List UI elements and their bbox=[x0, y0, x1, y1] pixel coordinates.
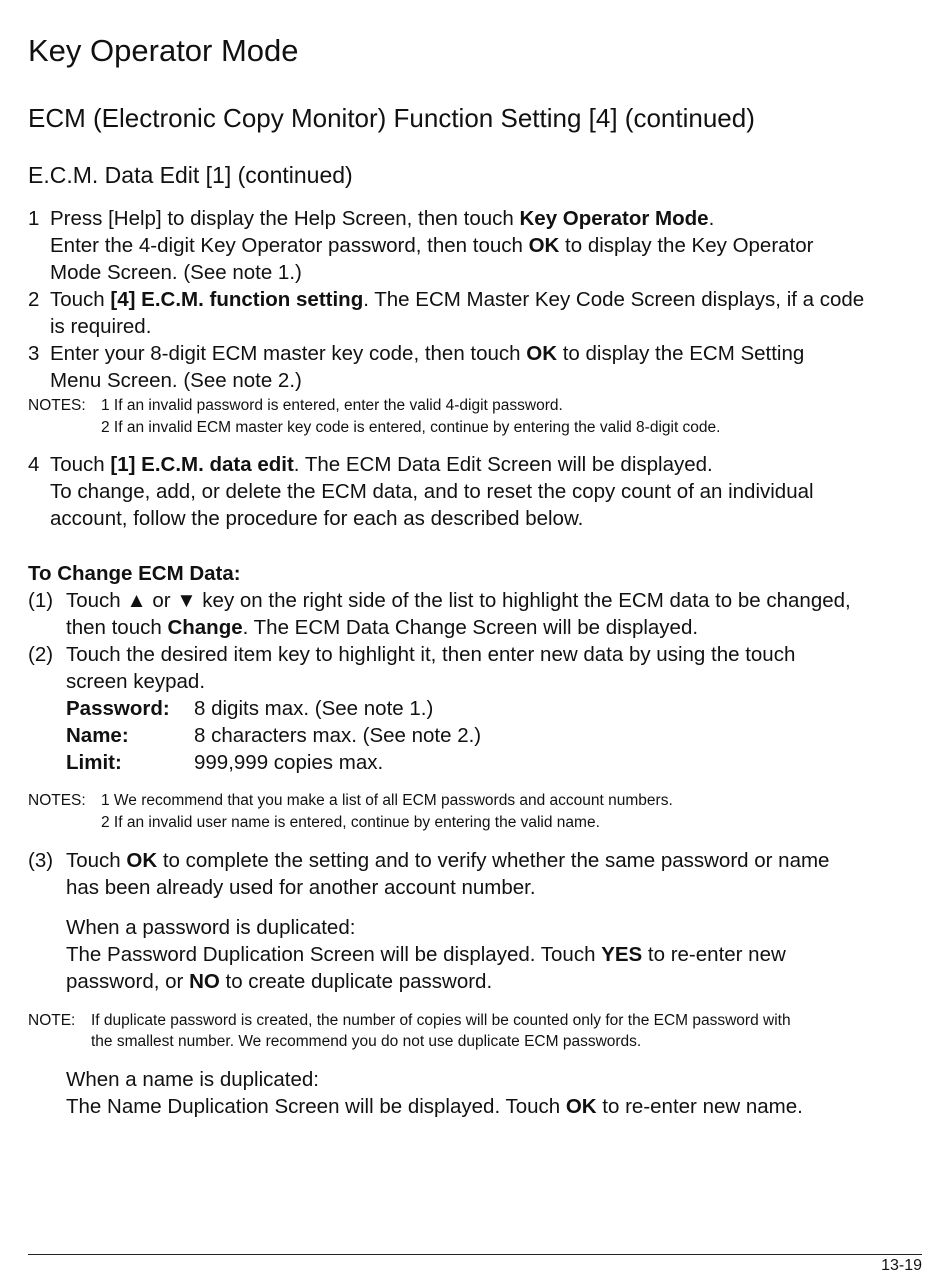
footer-divider bbox=[28, 1254, 922, 1255]
step-number: (2) bbox=[28, 643, 54, 666]
step-number: 2 bbox=[28, 288, 40, 311]
step-number: 1 bbox=[28, 207, 40, 230]
field-value: 8 characters max. (See note 2.) bbox=[194, 724, 482, 747]
step-line: password, or NO to create duplicate password. bbox=[66, 970, 493, 993]
step-line: Touch ▲ or ▼ key on the right side of the list to highlight the ECM data to be changed, bbox=[66, 589, 851, 612]
step-line: Touch the desired item key to highlight it, then enter new data by using the touch bbox=[66, 643, 796, 666]
page-title: Key Operator Mode bbox=[28, 33, 299, 68]
note-item: 2 If an invalid ECM master key code is entered, continue by entering the valid 8-digit code. bbox=[101, 419, 721, 436]
note-item: 1 If an invalid password is entered, enter the valid 4-digit password. bbox=[101, 397, 563, 414]
step-line: screen keypad. bbox=[66, 670, 206, 693]
step-line: Touch OK to complete the setting and to verify whether the same password or name bbox=[66, 849, 830, 872]
step-line: To change, add, or delete the ECM data, and to reset the copy count of an individual bbox=[50, 480, 814, 503]
note-item: If duplicate password is created, the number of copies will be counted only for the ECM password with bbox=[91, 1012, 791, 1029]
step-line: Mode Screen. (See note 1.) bbox=[50, 261, 302, 284]
dup-name-title: When a name is duplicated: bbox=[66, 1068, 319, 1091]
notes-label: NOTES: bbox=[28, 792, 86, 809]
note-item: 2 If an invalid user name is entered, continue by entering the valid name. bbox=[101, 814, 600, 831]
step-line: Enter your 8-digit ECM master key code, then touch OK to display the ECM Setting bbox=[50, 342, 805, 365]
step-line: is required. bbox=[50, 315, 152, 338]
manual-page bbox=[28, 0, 922, 1277]
step-line: The Password Duplication Screen will be displayed. Touch YES to re-enter new bbox=[66, 943, 786, 966]
step-line: Touch [4] E.C.M. function setting. The ECM Master Key Code Screen displays, if a code bbox=[50, 288, 865, 311]
field-label: Password: bbox=[66, 697, 170, 720]
note-label: NOTE: bbox=[28, 1012, 76, 1029]
notes-label: NOTES: bbox=[28, 397, 86, 414]
field-value: 999,999 copies max. bbox=[194, 751, 384, 774]
step-line: Press [Help] to display the Help Screen, then touch Key Operator Mode. bbox=[50, 207, 715, 230]
step-number: (3) bbox=[28, 849, 54, 872]
subsection-heading: E.C.M. Data Edit [1] (continued) bbox=[28, 162, 353, 188]
step-line: then touch Change. The ECM Data Change Screen will be displayed. bbox=[66, 616, 699, 639]
step-line: Touch [1] E.C.M. data edit. The ECM Data Edit Screen will be displayed. bbox=[50, 453, 713, 476]
page-number: 13-19 bbox=[881, 1257, 922, 1274]
dup-password-title: When a password is duplicated: bbox=[66, 916, 356, 939]
step-line: The Name Duplication Screen will be displayed. Touch OK to re-enter new name. bbox=[66, 1095, 803, 1118]
step-number: 4 bbox=[28, 453, 40, 476]
field-value: 8 digits max. (See note 1.) bbox=[194, 697, 434, 720]
step-line: Enter the 4-digit Key Operator password, then touch OK to display the Key Operator bbox=[50, 234, 814, 257]
step-line: has been already used for another account number. bbox=[66, 876, 536, 899]
step-line: account, follow the procedure for each as described below. bbox=[50, 507, 584, 530]
section-heading: ECM (Electronic Copy Monitor) Function Setting [4] (continued) bbox=[28, 103, 755, 133]
note-item: 1 We recommend that you make a list of all ECM passwords and account numbers. bbox=[101, 792, 673, 809]
field-label: Limit: bbox=[66, 751, 122, 774]
change-heading: To Change ECM Data: bbox=[28, 562, 241, 585]
note-item: the smallest number. We recommend you do not use duplicate ECM passwords. bbox=[91, 1033, 642, 1050]
field-label: Name: bbox=[66, 724, 129, 747]
step-number: 3 bbox=[28, 342, 40, 365]
step-number: (1) bbox=[28, 589, 54, 612]
step-line: Menu Screen. (See note 2.) bbox=[50, 369, 302, 392]
